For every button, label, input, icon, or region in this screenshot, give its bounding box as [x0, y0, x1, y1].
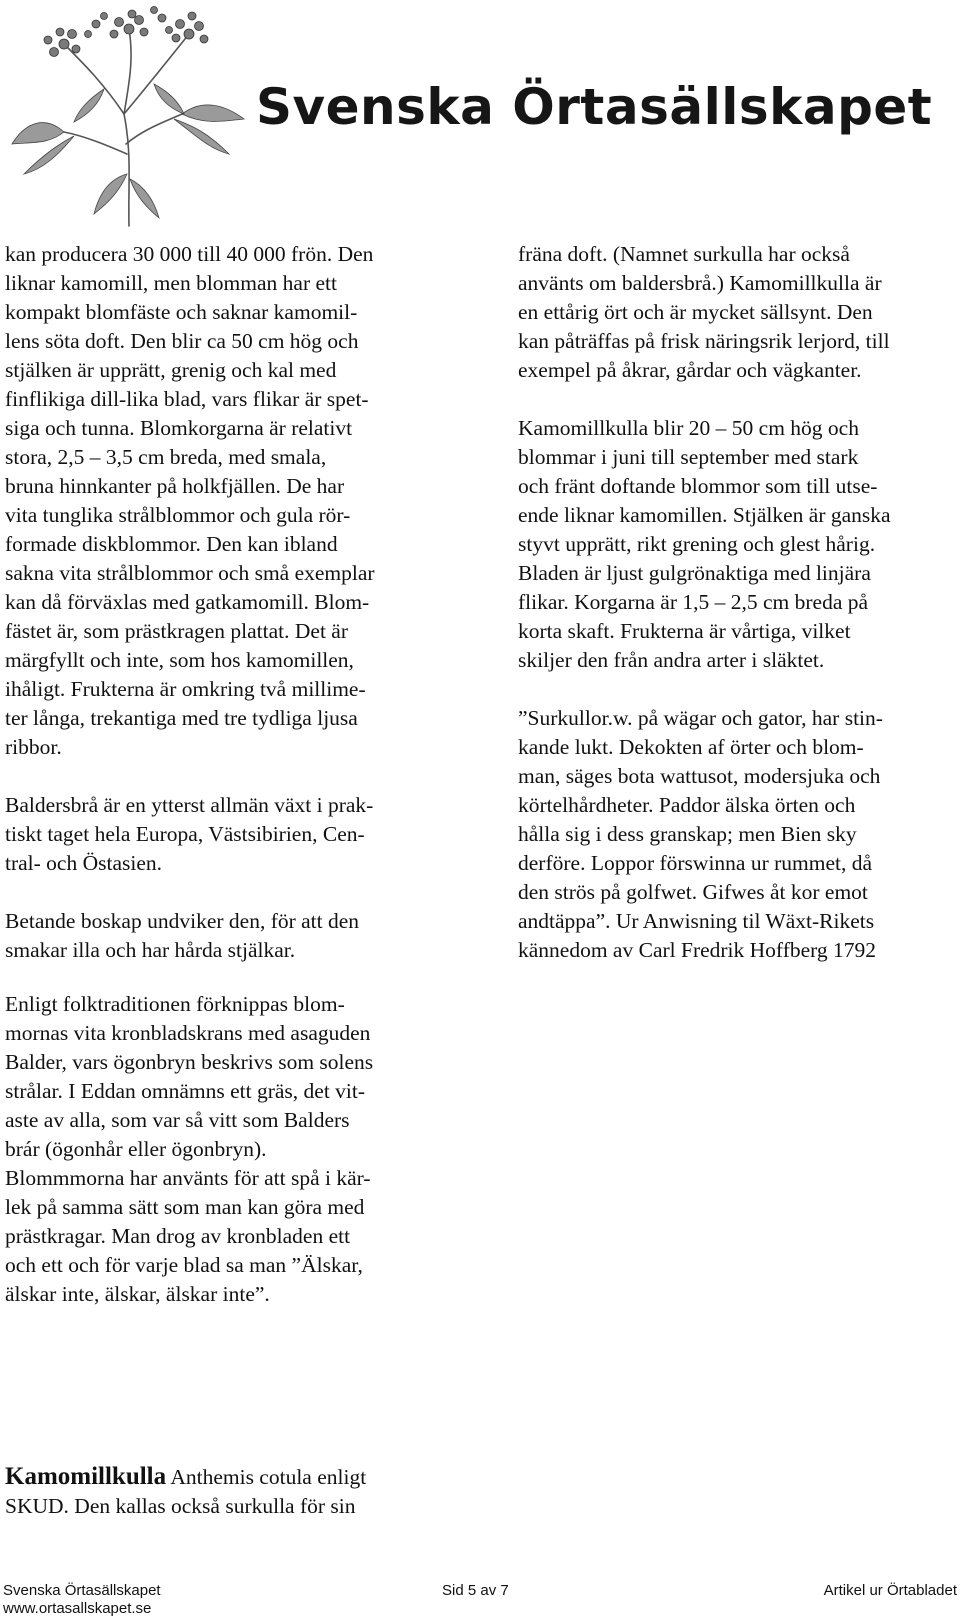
text-line: formade diskblommor. Den kan ibland	[5, 532, 338, 556]
page-title: Svenska Örtasällskapet	[256, 78, 933, 136]
paragraph	[5, 990, 450, 1309]
paragraph	[518, 414, 958, 675]
text-line: Betande boskap undviker den, för att den	[5, 909, 360, 933]
text-line: Bladen är ljust gulgrönaktiga med linjära	[518, 561, 871, 585]
text-line: mornas vita kronbladskrans med asaguden	[5, 1021, 371, 1045]
text-line: Balder, vars ögonbryn beskrivs som solens	[5, 1050, 374, 1074]
text-line: Blommmorna har använts för att spå i kär-	[5, 1166, 371, 1190]
text-line: fästet är, som prästkragen plattat. Det är	[5, 619, 349, 643]
footer-website-link[interactable]: www.ortasallskapet.se	[3, 1600, 152, 1617]
text-line: ihåligt. Frukterna är omkring två millime-	[5, 677, 366, 701]
text-line: en ettårig ört och är mycket sällsynt. Den	[518, 300, 873, 324]
footer-page-number: Sid 5 av 7	[442, 1582, 509, 1599]
text-line: strålar. I Eddan omnämns ett gräs, det vit-	[5, 1079, 366, 1103]
text-line: blommar i juni till september med stark	[518, 445, 859, 469]
lower-left-column	[5, 990, 450, 1309]
text-line: tiskt taget hela Europa, Västsibirien, Cen-	[5, 822, 365, 846]
text-line: SKUD. Den kallas också surkulla för sin	[5, 1494, 356, 1518]
paragraph	[5, 791, 445, 878]
text-line: kande lukt. Dekokten af örter och blom-	[518, 735, 864, 759]
text-line: stjälken är upprätt, grenig och kal med	[5, 358, 337, 382]
text-line: älskar inte, älskar, älskar inte”.	[5, 1282, 270, 1306]
paragraph-spacer	[518, 675, 958, 704]
text-line: brár (ögonhår eller ögonbryn).	[5, 1137, 267, 1161]
kamomillkulla-section	[5, 1462, 465, 1521]
herb-plant-logo-icon	[4, 4, 254, 229]
text-line: Baldersbrå är en ytterst allmän växt i prak-	[5, 793, 374, 817]
section-heading: Kamomillkulla	[5, 1463, 167, 1490]
text-line: lens söta doft. Den blir ca 50 cm hög och	[5, 329, 359, 353]
text-line: man, säges bota wattusot, modersjuka och	[518, 764, 881, 788]
text-line: korta skaft. Frukterna är vårtiga, vilket	[518, 619, 851, 643]
text-line: Kamomillkulla blir 20 – 50 cm hög och	[518, 416, 859, 440]
page-header	[0, 0, 960, 230]
text-line: exempel på åkrar, gårdar och vägkanter.	[518, 358, 862, 382]
text-line: körtelhårdheter. Paddor älska örten och	[518, 793, 856, 817]
text-line: flikar. Korgarna är 1,5 – 2,5 cm breda på	[518, 590, 869, 614]
paragraph-spacer	[5, 878, 445, 907]
text-line: lek på samma sätt som man kan göra med	[5, 1195, 365, 1219]
paragraph	[518, 240, 958, 385]
page-footer	[0, 1582, 960, 1622]
text-line: ende liknar kamomillen. Stjälken är ganska	[518, 503, 891, 527]
text-line: och ett och för varje blad sa man ”Älskar,	[5, 1253, 363, 1277]
text-line: styvt upprätt, rikt grening och glest hårig.	[518, 532, 876, 556]
text-line: fräna doft. (Namnet surkulla har också	[518, 242, 850, 266]
text-line: prästkragar. Man drog av kronbladen ett	[5, 1224, 351, 1248]
text-line: liknar kamomill, men blomman har ett	[5, 271, 337, 295]
text-line: skiljer den från andra arter i släktet.	[518, 648, 825, 672]
paragraph	[5, 907, 445, 965]
text-line: Enligt folktraditionen förknippas blom-	[5, 992, 345, 1016]
right-column	[518, 240, 958, 965]
text-line: kompakt blomfäste och saknar kamomil-	[5, 300, 358, 324]
text-line: den strös på golfwet. Gifwes åt kor emot	[518, 880, 868, 904]
text-line: märgfyllt och inte, som hos kamomillen,	[5, 648, 354, 672]
text-line: siga och tunna. Blomkorgarna är relativt	[5, 416, 353, 440]
text-line: smakar illa och har hårda stjälkar.	[5, 938, 296, 962]
text-fragment: Anthemis cotula enligt	[166, 1465, 367, 1489]
text-line: aste av alla, som var så vitt som Balders	[5, 1108, 350, 1132]
text-line: vita tunglika strålblommor och gula rör-	[5, 503, 351, 527]
paragraph	[5, 240, 445, 762]
text-line: ribbor.	[5, 735, 62, 759]
text-line: bruna hinnkanter på holkfjällen. De har	[5, 474, 345, 498]
text-line: hålla sig i dess granskap; men Bien sky	[518, 822, 857, 846]
text-line: sakna vita strålblommor och små exemplar	[5, 561, 375, 585]
text-line: kan då förväxlas med gatkamomill. Blom-	[5, 590, 370, 614]
text-line: använts om baldersbrå.) Kamomillkulla är	[518, 271, 882, 295]
text-line: ”Surkullor.w. på wägar och gator, har stin-	[518, 706, 883, 730]
text-line: stora, 2,5 – 3,5 cm breda, med smala,	[5, 445, 327, 469]
footer-left	[3, 1582, 161, 1618]
footer-org-name: Svenska Örtasällskapet	[3, 1582, 161, 1599]
paragraph	[518, 704, 958, 965]
text-line: andtäppa”. Ur Anwisning til Wäxt-Rikets	[518, 909, 875, 933]
text-line: tral- och Östasien.	[5, 851, 163, 875]
text-line: kan påträffas på frisk näringsrik lerjord, till	[518, 329, 890, 353]
text-line: ter långa, trekantiga med tre tydliga ljusa	[5, 706, 358, 730]
paragraph-spacer	[5, 762, 445, 791]
text-line: derföre. Loppor förswinna ur rummet, då	[518, 851, 873, 875]
text-line: finflikiga dill-lika blad, vars flikar är spet-	[5, 387, 369, 411]
left-column	[5, 240, 445, 965]
text-line: kan producera 30 000 till 40 000 frön. Den	[5, 242, 374, 266]
section-first-line	[5, 1462, 465, 1492]
text-line: kännedom av Carl Fredrik Hoffberg 1792	[518, 938, 877, 962]
paragraph-spacer	[518, 385, 958, 414]
text-line: och fränt doftande blommor som till utse-	[518, 474, 878, 498]
footer-source: Artikel ur Örtabladet	[823, 1582, 957, 1599]
